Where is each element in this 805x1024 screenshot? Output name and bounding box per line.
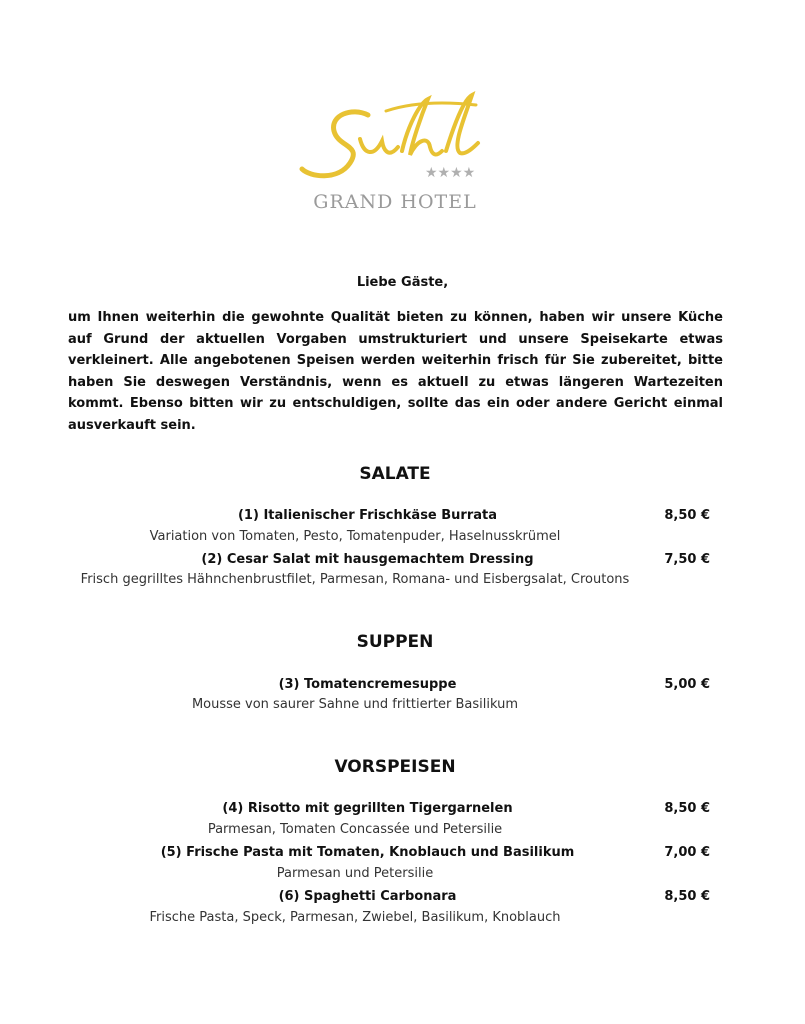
menu-item-description: Frische Pasta, Speck, Parmesan, Zwiebel, Basilikum, Knoblauch: [149, 910, 561, 925]
suhl-script-logo: [290, 85, 500, 185]
menu-item-name: (1) Italienischer Frischkäse Burrata: [237, 508, 498, 523]
menu-item-price: 7,00 €: [664, 845, 710, 860]
menu-item-description: Parmesan, Tomaten Concassée und Petersilie: [207, 822, 503, 837]
hotel-logo: [290, 85, 500, 220]
menu-item-description: Mousse von saurer Sahne und frittierter Basilikum: [191, 697, 519, 712]
menu-item-name: (6) Spaghetti Carbonara: [278, 889, 457, 904]
menu-item-price: 8,50 €: [664, 801, 710, 816]
menu-item-price: 8,50 €: [664, 508, 710, 523]
menu-item-name: (5) Frische Pasta mit Tomaten, Knoblauch und Basilikum: [160, 845, 575, 860]
section-title-vorspeisen: VORSPEISEN: [334, 757, 456, 777]
rating-stars: ★★★★: [425, 165, 476, 181]
section-title-salate: SALATE: [359, 464, 431, 484]
menu-item-description: Parmesan und Petersilie: [276, 866, 434, 881]
menu-item-price: 5,00 €: [664, 677, 710, 692]
hotel-name: GRAND HOTEL: [313, 191, 477, 213]
menu-item-price: 7,50 €: [664, 552, 710, 567]
menu-item-name: (2) Cesar Salat mit hausgemachtem Dressing: [201, 552, 534, 567]
menu-item-name: (3) Tomatencremesuppe: [278, 677, 457, 692]
menu-item-name: (4) Risotto mit gegrillten Tigergarnelen: [222, 801, 513, 816]
greeting: Liebe Gäste,: [356, 275, 449, 290]
section-title-suppen: SUPPEN: [356, 632, 434, 652]
menu-item-price: 8,50 €: [664, 889, 710, 904]
intro-paragraph: um Ihnen weiterhin die gewohnte Qualität bieten zu können, haben wir unsere Küche auf Grund der aktuellen Vorgaben umstrukturiert und unsere Speisekarte etwas verkleinert. Alle angebotenen Speisen werden weiterhin frisch für Sie zubereitet, bitte haben Sie deswegen Verständnis, wenn es aktuell zu etwas längeren Wartezeiten kommt. Ebenso bitten wir zu entschuldigen, sollte das ein oder andere Gericht einmal ausverkauft sein.: [68, 310, 723, 433]
menu-item-description: Variation von Tomaten, Pesto, Tomatenpuder, Haselnusskrümel: [149, 529, 561, 544]
menu-item-description: Frisch gegrilltes Hähnchenbrustfilet, Parmesan, Romana- und Eisbergsalat, Croutons: [80, 572, 630, 587]
